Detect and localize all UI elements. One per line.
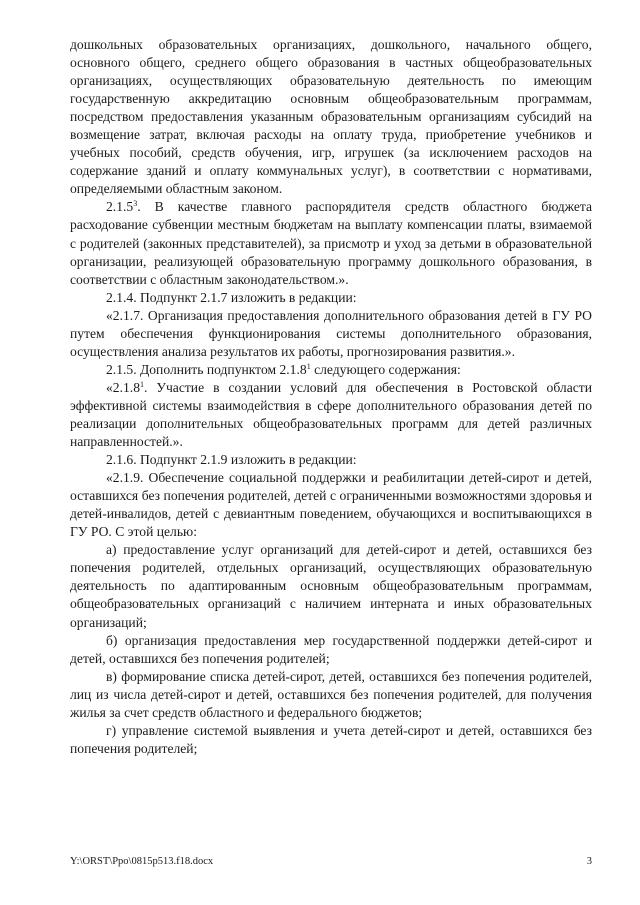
paragraph-2-1-5-add-start: 2.1.5. Дополнить подпунктом 2.1.8 (106, 361, 307, 377)
paragraph-2-1-9-quote: «2.1.9. Обеспечение социальной поддержки и реабилитации детей-сирот и детей, оставшихся без попечения родителей, детей с ограниченными возможностями здоровья и детей-инвалидов, детей с девиантным поведением, обучающихся и воспитывающихся в ГУ РО. С этой целью: (70, 470, 592, 540)
superscript: 1 (139, 379, 144, 389)
paragraph-2-1-8-1-number: «2.1.8 (106, 379, 140, 395)
superscript: 1 (306, 361, 311, 371)
paragraph-2-1-5-3-text: . В качестве главного распорядителя средств областного бюджета расходование субвенции местным бюджетам на выплату компенсации платы, взимаемой с родителей (законных представителей), за присмотр и уход за детьми в образовательной организации, реализующей образовательную программу дошкольного образования, в соответствии с областным законодательством.». (70, 199, 592, 287)
list-item-b: б) организация предоставления мер государственной поддержки детей-сирот и детей, оставшихся без попечения родителей; (70, 632, 592, 666)
paragraph-2-1-6: 2.1.6. Подпункт 2.1.9 изложить в редакции: (106, 452, 357, 468)
list-item-a: а) предоставление услуг организаций для детей-сирот и детей, оставшихся без попечения родителей, отдельных организаций, осуществляющих образовательную деятельность по адаптированным основным общеобразовательным программам, общеобразовательных организаций с наличием интерната и иных образовательных организаций; (70, 542, 592, 630)
paragraph-2-1-8-1-quote (70, 379, 592, 451)
paragraph-2-1-5-add (70, 361, 592, 379)
paragraph-continuation: дошкольных образовательных организациях, дошкольного, начального общего, основного общего, среднего общего образования в частных общеобразовательных организациях, осуществляющих образовательную деятельность по имеющим государственную аккредитацию основным общеобразовательным программам, посредством предоставления указанным образовательным организациям субсидий на возмещение затрат, включая расходы на оплату труда, приобретение учебников и учебных пособий, средств обучения, игр, игрушек (за исключением расходов на содержание зданий и оплату коммунальных услуг), в соответствии с нормативами, определяемыми областным законом. (70, 37, 592, 197)
paragraph-2-1-5-3-number: 2.1.5 (106, 199, 134, 215)
list-item-g: г) управление системой выявления и учета детей-сирот и детей, оставшихся без попечения родителей; (70, 722, 592, 756)
paragraph-2-1-5-add-end: следующего содержания: (310, 361, 461, 377)
file-path: Y:\ORST\Ppo\0815p513.f18.docx (70, 856, 214, 867)
paragraph-2-1-4: 2.1.4. Подпункт 2.1.7 изложить в редакции: (106, 289, 357, 305)
superscript: 3 (133, 199, 138, 209)
page-number: 3 (586, 856, 592, 867)
page-footer (70, 856, 592, 868)
paragraph-2-1-5-3 (70, 198, 592, 288)
list-item-v: в) формирование списка детей-сирот, детей, оставшихся без попечения родителей, лиц из числа детей-сирот и детей, оставшихся без попечения родителей, для получения жилья за счет средств областного и федерального бюджетов; (70, 668, 592, 720)
paragraph-2-1-8-1-text: . Участие в создании условий для обеспечения в Ростовской области эффективной системы взаимодействия в сфере дополнительного образования детей по реализации дополнительных общеобразовательных программ для детей различных направленностей.». (70, 379, 592, 450)
paragraph-2-1-7-quote: «2.1.7. Организация предоставления дополнительного образования детей в ГУ РО путем обеспечения функционирования системы дополнительного образования, осуществления анализа результатов их работы, прогнозирования развития.». (70, 307, 592, 359)
document-body (70, 36, 592, 758)
